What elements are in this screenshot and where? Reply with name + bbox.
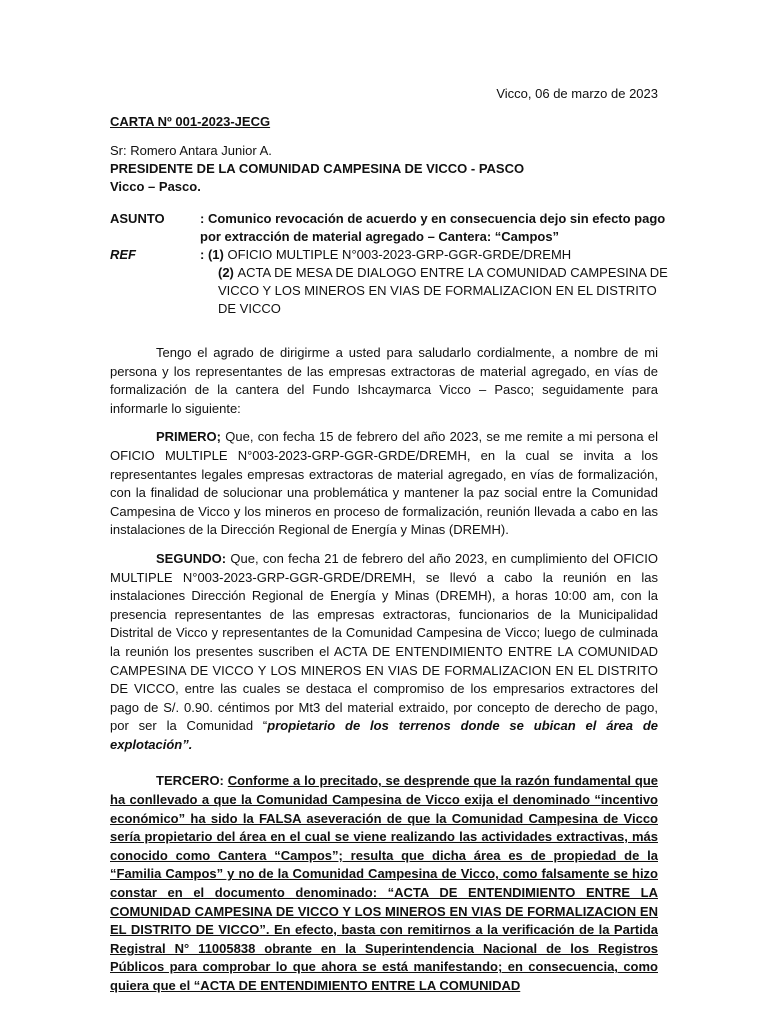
ref-item-1 xyxy=(200,246,670,264)
segundo-paragraph xyxy=(110,550,658,755)
ref-item-2-text: ACTA DE MESA DE DIALOGO ENTRE LA COMUNIDAD CAMPESINA DE VICCO Y LOS MINEROS EN VIAS DE FORMALIZACION EN EL DISTRITO DE VICCO xyxy=(218,265,668,316)
letter-number: CARTA Nº 001-2023-JECG xyxy=(110,114,271,129)
ref-item-1-prefix: : (1) xyxy=(200,247,228,262)
asunto-text: : Comunico revocación de acuerdo y en consecuencia dejo sin efecto pago por extracción de material agregado – Cantera: “Campos” xyxy=(200,211,666,244)
addressee-block xyxy=(110,142,524,196)
tercero-lead: TERCERO: xyxy=(156,773,224,789)
segundo-lead: SEGUNDO: xyxy=(156,550,227,566)
letter-body xyxy=(110,344,658,1006)
ref-item-1-text: OFICIO MULTIPLE N°003-2023-GRP-GGR-GRDE/DREMH xyxy=(227,247,572,262)
letter-date: Vicco, 06 de marzo de 2023 xyxy=(496,86,658,101)
intro-paragraph: Tengo el agrado de dirigirme a usted para saludarlo cordialmente, a nombre de mi persona y los representantes de las empresas extractoras de material agregado, en vías de formalización de la cantera del Fundo Ishcaymarca Vicco – Pasco; seguidamente para informarle lo siguiente: xyxy=(110,345,658,416)
tercero-text: Conforme a lo precitado, se desprende que la razón fundamental que ha conllevado a que la Comunidad Campesina de Vicco exija el denominado “incentivo económico” ha sido la FALSA aseveración de que la Comunidad Campesina de Vicco sería propietario del área en el cual se viene realizando las actividades extractivas, más conocido como Cantera “Campos”; resulta que dicha área es de propiedad de la “Familia Campos” y no de la Comunidad Campesina de Vicco, como falsamente se hizo constar en el documento denominado: “ACTA DE ENTENDIMIENTO ENTRE LA COMUNIDAD CAMPESINA DE VICCO Y LOS MINEROS EN VIAS DE FORMALIZACION EN EL DISTRITO DE VICCO”. En efecto, basta con remitirnos a la verificación de la Partida Registral N° 11005838 obrante en la Superintendencia Nacional de los Registros Públicos para comprobar lo que ahora se está manifestando; en consecuencia, como quiera que el “ACTA DE ENTENDIMIENTO ENTRE LA COMUNIDAD xyxy=(110,773,658,993)
segundo-quote: propietario de los terrenos donde se ubican el área de explotación”. xyxy=(110,718,659,752)
ref-label: REF xyxy=(110,247,136,262)
tercero-paragraph xyxy=(110,772,658,995)
segundo-text: Que, con fecha 21 de febrero del año 2023, en cumplimiento del OFICIO MULTIPLE N°003-2023-GRP-GGR-GRDE/DREMH, se llevó a cabo la reunión en las instalaciones Dirección Regional de Energía y Minas (DREMH), a horas 10:00 am, con la presencia representantes de las empresas extractoras, funcionarios de la Municipalidad Distrital de Vicco y representantes de la Comunidad Campesina de Vicco; luego de culminada la reunión los presentes suscriben el ACTA DE ENTENDIMIENTO ENTRE LA COMUNIDAD CAMPESINA DE VICCO Y LOS MINEROS EN VIAS DE FORMALIZACION EN EL DISTRITO DE VICCO, entre las cuales se destaca el compromiso de los empresarios extractores del pago de S/. 0.90. céntimos por Mt3 del material extraido, por concepto de derecho de pago, por ser la Comunidad “ xyxy=(110,550,658,734)
asunto-row xyxy=(110,210,670,246)
ref-item-2-prefix: (2) xyxy=(218,265,238,280)
ref-row-2 xyxy=(110,264,670,318)
primero-lead: PRIMERO; xyxy=(156,429,221,445)
addressee-place: Vicco – Pasco. xyxy=(110,179,201,194)
primero-paragraph xyxy=(110,428,658,540)
ref-row xyxy=(110,246,670,264)
ref-item-2 xyxy=(218,264,670,318)
addressee-role: PRESIDENTE DE LA COMUNIDAD CAMPESINA DE VICCO - PASCO xyxy=(110,161,525,176)
subject-reference-block xyxy=(110,210,670,318)
addressee-name: Sr: Romero Antara Junior A. xyxy=(110,143,272,158)
asunto-label: ASUNTO xyxy=(110,211,165,226)
primero-text: Que, con fecha 15 de febrero del año 2023, se me remite a mi persona el OFICIO MULTIPLE N°003-2023-GRP-GGR-GRDE/DREMH, en la cual se invita a los representantes legales empresas extractoras de material agregado, en vías de formalización, con la finalidad de solucionar una problemática y mantener la paz social entre la Comunidad Campesina de Vicco y los mineros en proceso de formalización, reunión llevada a cabo en las instalaciones de la Dirección Regional de Energía y Minas (DREMH). xyxy=(110,429,658,538)
